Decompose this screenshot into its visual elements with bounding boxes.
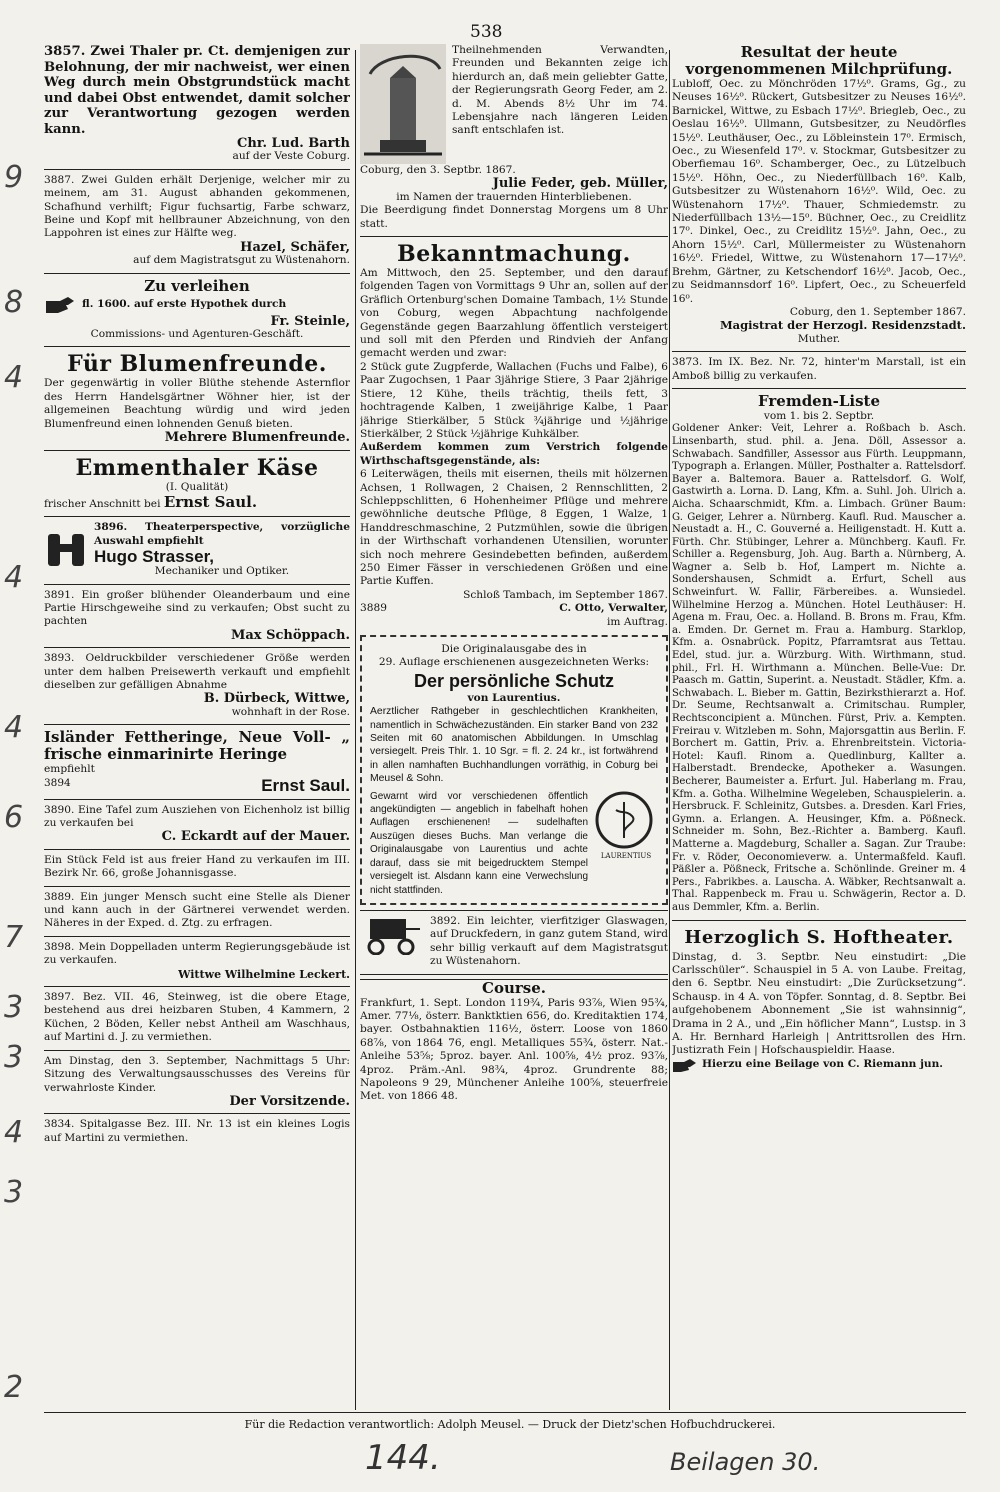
ad-sub: Mechaniker und Optiker. [154, 565, 290, 578]
ad-3897 [44, 991, 350, 1045]
separator [44, 169, 350, 170]
milk-signature: Magistrat der Herzogl. Residenzstadt. [719, 318, 966, 333]
bekannt-text: Am Mittwoch, den 25. September, und den darauf folgenden Tagen von Vormittags 9 Uhr an, sollen auf der Gräflich Ortenburg'schen Domaine Tambach, 1½ Stunde von Coburg, wegen Abpachtung nachfolgende Gegenstände gegen Baarzahlung öffentlich versteigert und soll mit den Pferden und Rindvieh der Anfang gemacht werden und zwar: [360, 267, 668, 360]
ad-heading: Isländer Fettheringe, Neue Voll- „ frische einmarinirte Heringe [44, 728, 350, 764]
column-left [44, 44, 350, 1416]
death-signature: Julie Feder, geb. Müller, [492, 176, 668, 192]
separator [44, 647, 350, 648]
ad-feld [44, 854, 350, 881]
ad-text: 3891. Ein großer blühender Oleanderbaum und eine Partie Hirschgeweihe sind zu verkaufen; Obst sucht zu pachten [44, 588, 350, 628]
ad-diener [44, 891, 350, 931]
ad-line [44, 777, 350, 794]
guest-heading: Fremden-Liste [757, 391, 881, 410]
guest-sub: vom 1. bis 2. Septbr. [763, 409, 875, 422]
milk-test [672, 44, 966, 346]
ad-text: 3898. Mein Doppelladen unterm Regierungsgebäude ist zu verkaufen. [44, 940, 350, 967]
footer-rule [44, 1412, 966, 1413]
separator [44, 849, 350, 850]
handwritten-note-right: Beilagen 30. [670, 1448, 821, 1476]
ad-sub: (I. Qualität) [165, 480, 229, 493]
separator [44, 936, 350, 937]
theater-heading: Herzoglich S. Hoftheater. [684, 926, 954, 948]
book-text: Aerztlicher Rathgeber in geschlechtlichen Krankheiten, namentlich in Schwächezuständen. Ein starker Band von 232 Seiten mit 60 anatomischen Abbildungen. In Umschlag versiegelt. Preis Thlr. 1. 10 Sgr. = fl. 2. 24 kr., ist fortwährend in allen namhaften Buchhandlungen vorräthig, in Coburg bei Meusel & Sohn. [370, 706, 658, 785]
separator [44, 273, 350, 274]
column-rule-1 [355, 50, 356, 1410]
bekanntmachung [360, 241, 668, 629]
margin-mark: 7 [4, 920, 24, 955]
column-middle [360, 44, 668, 1416]
ad-heading: Zu verleihen [144, 276, 250, 295]
book-line2: 29. Auflage erschienenen ausgezeichneten Werks: [378, 656, 650, 669]
separator [360, 974, 668, 975]
milk-text: Lubloff, Oec. zu Mönchröden 17½⁰. Grams, Gg., zu Neuses 16½⁰. Rückert, Gutsbesitzer zu Neuses 16½⁰. Barnickel, Wittwe, zu Esbach 17½⁰. Briegleb, Oec., zu Oeslau 16½⁰. Ullmann, Gutsbesitzer, zu Neudörfles 15½⁰. Leuthäuser, Oec., zu Löbleinstein 17⁰. Ermisch, Oec., zu Wiesenfeld 17⁰. v. Stockmar, Gutsbesitzer zu Oberfiemau 16⁰. Schamberger, Oec., zu Lützelbuch 15½⁰. Höhn, Oec., zu Niederfüllbach 16⁰. Kalb, Gutsbesitzer zu Wüstenahorn 16½⁰. Wild, Oec. zu Wüstenahorn 17½⁰. Thauer, Schmiedemstr. zu Niederfüllbach 13½—15⁰. Büchner, Oec., zu Creidlitz 17⁰. Dinkel, Oec., zu Creidlitz 15½⁰. Jahn, Oec., zu Ahorn 15½⁰. Carl, Müllermeister zu Wüstenahorn 16½⁰. Friedel, Wittwe, zu Wüstenahorn 17—17½⁰. Brehm, Gärtner, zu Ketschendorf 16½⁰. Jacob, Oec., zu Seidmannsdorf 16⁰. Lipfert, Oec., zu Scheuerfeld 16⁰. [672, 78, 966, 305]
book-title: Der persönliche Schutz [413, 670, 615, 691]
book-line1: Die Originalausgabe des in [441, 643, 587, 655]
bekannt-signature: C. Otto, Verwalter, [559, 602, 668, 615]
separator [672, 920, 966, 921]
death-place: Coburg, den 3. Septbr. 1867. [360, 164, 516, 176]
ad-3857 [44, 44, 350, 164]
separator [44, 799, 350, 800]
ad-signature: B. Dürbeck, Wittwe, [203, 691, 350, 707]
ad-verleihen [44, 278, 350, 342]
seal [594, 790, 658, 897]
margin-mark: 3 [4, 1040, 24, 1075]
column-rule-2 [669, 50, 670, 1410]
tombstone-icon [360, 44, 446, 164]
seal-text: LAURENTIUS [600, 851, 652, 860]
ad-heading: Für Blumenfreunde. [67, 351, 327, 378]
guest-text: Goldener Anker: Veit, Lehrer a. Roßbach b. Asch. Linsenbarth, stud. phil. a. Jena. Döll, Assessor a. Schwabach. Sandfiller, Assessor aus Fürth. Leuppmann, Typograph a. Erlangen. Müller, Posthalter a. Rattelsdorf. Bayer a. Baltemora. Bauer a. Rattelsdorf. G. Wolf, Gastwirth a. Lorna. D. Lang, Kfm. a. Suhl. Joh. Ulrich a. Aicha. Schaarschmidt, Kfm. a. Limbach. Grüner Baum: G. Geiger, Lehrer a. Nürnberg. Kaufl. Rud. Mauscher a. Neustadt a. H., C. Gouverné a. Heiligenstadt. H. Kutt a. Fürth. Chr. Stübinger, Lehrer a. Münchberg. Kaufl. Fr. Schiller a. Regensburg, Joh. Aug. Barth a. Nürnberg, A. Wagner a. Selb b. Hof, Lampert m. Nichte a. Sondershausen, Schmidt a. Erfurt, Schell aus Schweinfurt. W. Fallir, Färbereibes. a. Wunsiedel. Wilhelmine Herzog a. München. Hotel Leuthäuser: H. Agena m. Frau, Oec. a. Holland. B. Brons m. Frau, Kfm. a. Emden. Dr. Gernet m. Frau a. Hamburg. Starklop, Kfm. a. Osnabrück. Popitz, Pfarramtsrat aus Tettau. Edel, stud. jur. a. Würzburg. With. Wirthmann, stud. phil., Frl. H. Wirthmann a. München. Belle-Vue: Dr. Paasch m. Gattin, Superint. a. Neustadt. Städler, Kfm. a. Schwabach. L. Bieber m. Gattin, Bezirksthierarzt a. Hof. Dr. Seume, Rechtsanwalt a. Crimitschau. Rumpler, Rechtsconcipient a. München. Fürst, Priv. a. Kempten. Freirau v. Witzleben m. Sohn, Majorsgattin aus Berlin. F. Borchert m. Gattin, Priv. a. Ehrenbreitstein. Victoria-Hotel: Kaufl. Rinom a. Quedlinburg, Kallter a. Halberstadt. Brendecke, Apotheker a. Wasungen. Becherer, Baumeister a. Erfurt. Jul. Haberlang m. Frau, Kfm. a. Gotha. Wilhelmine Wegeleben, Schauspielerin. a. Hersbruck. F. Schleinitz, Gutsbes. a. Dresden. Karl Fries, Gymn. a. Erlangen. A. Heusinger, Kfm. a. Pößneck. Schneider m. Sohn, Bez.-Richter a. Bamberg. Kaufl. Matterne a. Magdeburg, Schaller a. Sagan. Zur Traube: Fr. v. Röder, Oeconomieverw. a. Untermaßfeld. Kaufl. Päßler a. Pößneck, Fritsche a. Schönlinde. Greiner m. 4 Pers., Fabrikbes. a. Lauscha. A. Wäbker, Rechtsanwalt a. Thal. Rappenbeck m. Frau u. Schwägerin, Rector a. D. aus Demmler, Kfm. a. Berlin. [672, 423, 966, 913]
milk-heading: Resultat der heute vorgenommenen Milchprüfung. [685, 44, 953, 78]
ad-kaese [44, 455, 350, 512]
ad-blumen [44, 351, 350, 444]
ad-text: 3890. Eine Tafel zum Ausziehen von Eichenholz ist billig zu verkaufen bei [44, 803, 350, 829]
book-ad [360, 635, 668, 905]
ad-signature: Hugo Strasser, [94, 547, 214, 567]
milk-sub: Muther. [797, 332, 841, 345]
bekannt-number: 3889 [360, 602, 387, 615]
separator [44, 986, 350, 987]
ad-line [44, 494, 350, 511]
ad-signature: C. Eckardt auf der Mauer. [161, 829, 350, 845]
death-text: Theilnehmenden Verwandten, Freunden und Bekannten zeige ich hierdurch an, daß mein geliebter Gatte, der Regierungsrath Georg Feder, am 2. d. M. Abends 8½ Uhr im 74. Lebensjahre nach längeren Leiden sanft entschlafen ist. [452, 44, 668, 137]
death-note: Die Beerdigung findet Donnerstag Morgens um 8 Uhr statt. [360, 204, 668, 230]
separator [44, 584, 350, 585]
bekannt-list: 2 Stück gute Zugpferde, Wallachen (Fuchs und Falbe), 6 Paar Zugochsen, 1 Paar 3jährige Stiere, 3 Paar 2jährige Stiere, 12 Kühe, theils trächtig, theils fett, 3 hochtragende Kalben, 1 zweijährige Kalbe, 1 Paar jährige Stierkälber, 5 Stück ¾jährige und ½jährige Stierkälber, 2 Stück ½jährige Kuhkälber. [360, 360, 668, 440]
ad-heading: Emmenthaler Käse [75, 454, 319, 481]
margin-mark: 4 [4, 560, 24, 595]
ad-3890 [44, 804, 350, 844]
ad-signature: Der Vorsitzende. [229, 1093, 350, 1109]
ad-text: 3857. Zwei Thaler pr. Ct. demjenigen zur Belohnung, der mir nachweist, wer einen Weg durch mein Obstgrundstück macht und dabei Obst entwendet, damit solcher zur Verantwortung gezogen werden kann. [44, 44, 350, 137]
ad-signature: Fr. Steinle, [270, 313, 350, 329]
ad-3893 [44, 652, 350, 719]
ad-text: frischer Anschnitt bei [44, 497, 161, 510]
separator [44, 1113, 350, 1114]
margin-mark: 3 [4, 990, 24, 1025]
handwritten-note-left: 144. [365, 1438, 441, 1478]
ad-3892 [360, 915, 668, 969]
ad-signature: Ernst Saul. [261, 775, 350, 795]
margin-mark: 4 [4, 360, 24, 395]
margin-mark: 4 [4, 710, 24, 745]
ad-sub: Commissions- und Agenturen-Geschäft. [90, 328, 304, 341]
separator [44, 724, 350, 725]
book-author: von Laurentius. [467, 691, 561, 704]
theater [672, 925, 966, 1072]
separator [360, 236, 668, 237]
bekannt-signature-line [360, 602, 668, 615]
ad-signature: Mehrere Blumenfreunde. [164, 430, 350, 446]
book-warning: Gewarnt wird vor verschiedenen öffentlich angekündigten — angeblich in fabelhaft hohen Auflagen erschienenen! — sudelhaften Auszügen dieses Buchs. Man verlange die Originalausgabe von Laurentius und achte darauf, dass sie mit beigedrucktem Stempel versiegelt ist. Alsdann kann eine Verwechslung nicht stattfinden. [370, 790, 588, 896]
seal-icon [594, 790, 654, 850]
binoculars-icon [44, 530, 88, 570]
margin-mark: 3 [4, 1175, 24, 1210]
separator [44, 886, 350, 887]
ad-text: 3887. Zwei Gulden erhält Derjenige, welcher mir zu meinem, am 31. August abhanden gekommenen, Schafhund verhilft; Figur fuchsartig, Farbe schwarz, Beine und Kopf mit hellbrauner Abzeichnung, von den Lappohren ist eines zur Hälfte weg. [44, 173, 350, 240]
separator [672, 388, 966, 389]
separator [44, 346, 350, 347]
column-right [672, 44, 966, 1416]
ad-sub: auf dem Magistratsgut zu Wüstenahorn. [133, 254, 350, 267]
ad-3894 [44, 729, 350, 793]
ad-3898 [44, 941, 350, 981]
ad-signature: Hazel, Schäfer, [240, 239, 350, 255]
course-text: Frankfurt, 1. Sept. London 119¾, Paris 93⅞, Wien 95¾, Amer. 77⅛, österr. Banktktien 656, do. Kreditaktien 174, bayer. Ostbahnaktien 116½, österr. Loose von 1860 68⅞, von 1864 76, engl. Metalliques 55¾, österr. Nat.-Anleihe 53⅝; 5proz. bayer. Anl. 100⅝, 4½ proz. 93⅞, 4proz. Präm.-Anl. 98¾, 4proz. Grundrente 88; Napoleons 9 29, Münchener Anleihe 100⅝, steuerfreie Met. von 1866 48. [360, 996, 668, 1103]
ad-3896 [44, 521, 350, 578]
death-sub: im Namen der trauernden Hinterbliebenen. [396, 190, 632, 203]
separator [360, 910, 668, 911]
bekannt-sub: im Auftrag. [607, 615, 668, 628]
separator [44, 516, 350, 517]
death-notice [360, 44, 668, 231]
ad-text: Ein Stück Feld ist aus freier Hand zu verkaufen im III. Bezirk Nr. 66, große Johannisgasse. [44, 853, 350, 880]
ad-text: Der gegenwärtig in voller Blüthe stehende Asternflor des Herrn Handelsgärtner Wöhner hier, ist der allgemeinen Beachtung würdig und wird jeden Blumenfreund einen lohnenden Genuß bieten. [44, 377, 350, 430]
ad-text: empfiehlt [44, 763, 95, 776]
ad-text: 3889. Ein junger Mensch sucht eine Stelle als Diener und kann auch in der Gärtnerei verwendet werden. Näheres in der Exped. d. Ztg. zu erfragen. [44, 890, 350, 930]
separator [44, 450, 350, 451]
bekannt-heading: Bekanntmachung. [397, 241, 631, 268]
margin-mark: 6 [4, 800, 24, 835]
ad-sub: wohnhaft in der Rose. [231, 705, 350, 718]
ad-dienstag [44, 1055, 350, 1109]
page-number: 538 [470, 22, 503, 42]
separator [44, 1050, 350, 1051]
bekannt-place: Schloß Tambach, im September 1867. [463, 588, 668, 601]
ad-3834 [44, 1118, 350, 1145]
bekannt-subheading: Außerdem kommen zum Verstrich folgende Wirthschaftsgegenstände, als: [360, 441, 668, 467]
ad-text: 3834. Spitalgasse Bez. III. Nr. 13 ist ein kleines Logis auf Martini zu vermiethen. [44, 1118, 350, 1144]
separator [672, 351, 966, 352]
milk-place: Coburg, den 1. September 1867. [789, 305, 966, 318]
ad-sub: auf der Veste Coburg. [232, 150, 350, 163]
ad-3891 [44, 589, 350, 643]
guest-list [672, 393, 966, 915]
margin-mark: 4 [4, 1115, 24, 1150]
ad-text: 3897. Bez. VII. 46, Steinweg, ist die obere Etage, bestehend aus drei heizbaren Stuben, 4 Kammern, 2 Küchen, 2 Böden, Keller nebst Antheil am Waschhaus, auf Martini d. J. zu vermiethen. [44, 991, 350, 1044]
bekannt-list2: 6 Leiterwägen, theils mit eisernen, theils mit hölzernen Achsen, 1 Rollwagen, 2 Chaisen, 2 Rennschlitten, 2 Schleppschlitten, 6 Hohenheimer Pflüge und mehrere gewöhnliche deutsche Pflüge, 8 Eggen, 1 Walze, 1 Handdreschmaschine, 2 Putzmühlen, sowie die übrigen in der Wirthschaft vorhandenen Utensilien, worunter sich noch mehrere Gesindebetten befinden, außerdem 250 Eimer Fässer in verschiedenen Größen und eine Partie Kuffen. [360, 468, 668, 588]
ad-signature: Max Schöppach. [230, 627, 350, 643]
ad-text: 3896. Theaterperspective, vorzügliche Auswahl empfiehlt [94, 521, 350, 547]
margin-mark: 2 [4, 1370, 24, 1405]
margin-mark: 9 [4, 160, 24, 195]
ad-number: 3894 [44, 776, 71, 789]
ad-text: fl. 1600. auf erste Hypothek durch [82, 297, 287, 310]
margin-mark: 8 [4, 285, 24, 320]
ad-signature: Wittwe Wilhelmine Leckert. [178, 967, 350, 981]
ad-text: 3873. Im IX. Bez. Nr. 72, hinter'm Marstall, ist ein Amboß billig zu verkaufen. [672, 356, 966, 382]
footer: Für die Redaction verantwortlich: Adolph Meusel. — Druck der Dietz'schen Hofbuchdruckerei. [244, 1418, 776, 1431]
carriage-icon [360, 915, 424, 955]
ad-3873 [672, 356, 966, 383]
course-section [360, 979, 668, 1104]
ad-line [44, 295, 350, 315]
ad-text: Am Dinstag, den 3. September, Nachmittags 5 Uhr: Sitzung des Verwaltungsausschusses des Vereins für verwahrloste Kinder. [44, 1054, 350, 1094]
pointing-hand-icon [672, 1058, 698, 1072]
ad-text: 3893. Oeldruckbilder verschiedener Größe werden unter dem halben Preisewerth verkauft und empfiehlt dieselben zur gefälligen Abnahme [44, 652, 350, 691]
ad-text: 3892. Ein leichter, vierfitziger Glaswagen, auf Druckfedern, in ganz gutem Stand, wird sehr billig verkauft auf dem Magistratsgut zu Wüstenahorn. [430, 914, 668, 968]
theater-extra: Hierzu eine Beilage von C. Riemann jun. [702, 1058, 943, 1071]
ad-signature: Chr. Lud. Barth [237, 136, 350, 151]
pointing-hand-icon [44, 295, 76, 315]
ad-3887 [44, 174, 350, 268]
ad-signature: Ernst Saul. [163, 492, 258, 511]
theater-text: Dinstag, d. 3. Septbr. Neu einstudirt: „Die Carlsschüler“. Schauspiel in 5 A. von Laube. Freitag, den 6. Septbr. Neu einstudirt: „Die Zurücksetzung“. Schausp. in 4 A. von Töpfer. Sonntag, d. 8. Septbr. Bei aufgehobenem Abonnement „Sie ist wahnsinnig“, Drama in 2 A., und „Ein höflicher Mann“, Lustsp. in 3 A. Hr. Bernhard Harleigh | Antrittsrollen des Hrn. Justizrath Fein | Hofschauspieldir. Haase. [672, 950, 966, 1057]
theater-extra-line [672, 1058, 966, 1072]
course-heading: Course. [482, 978, 546, 997]
